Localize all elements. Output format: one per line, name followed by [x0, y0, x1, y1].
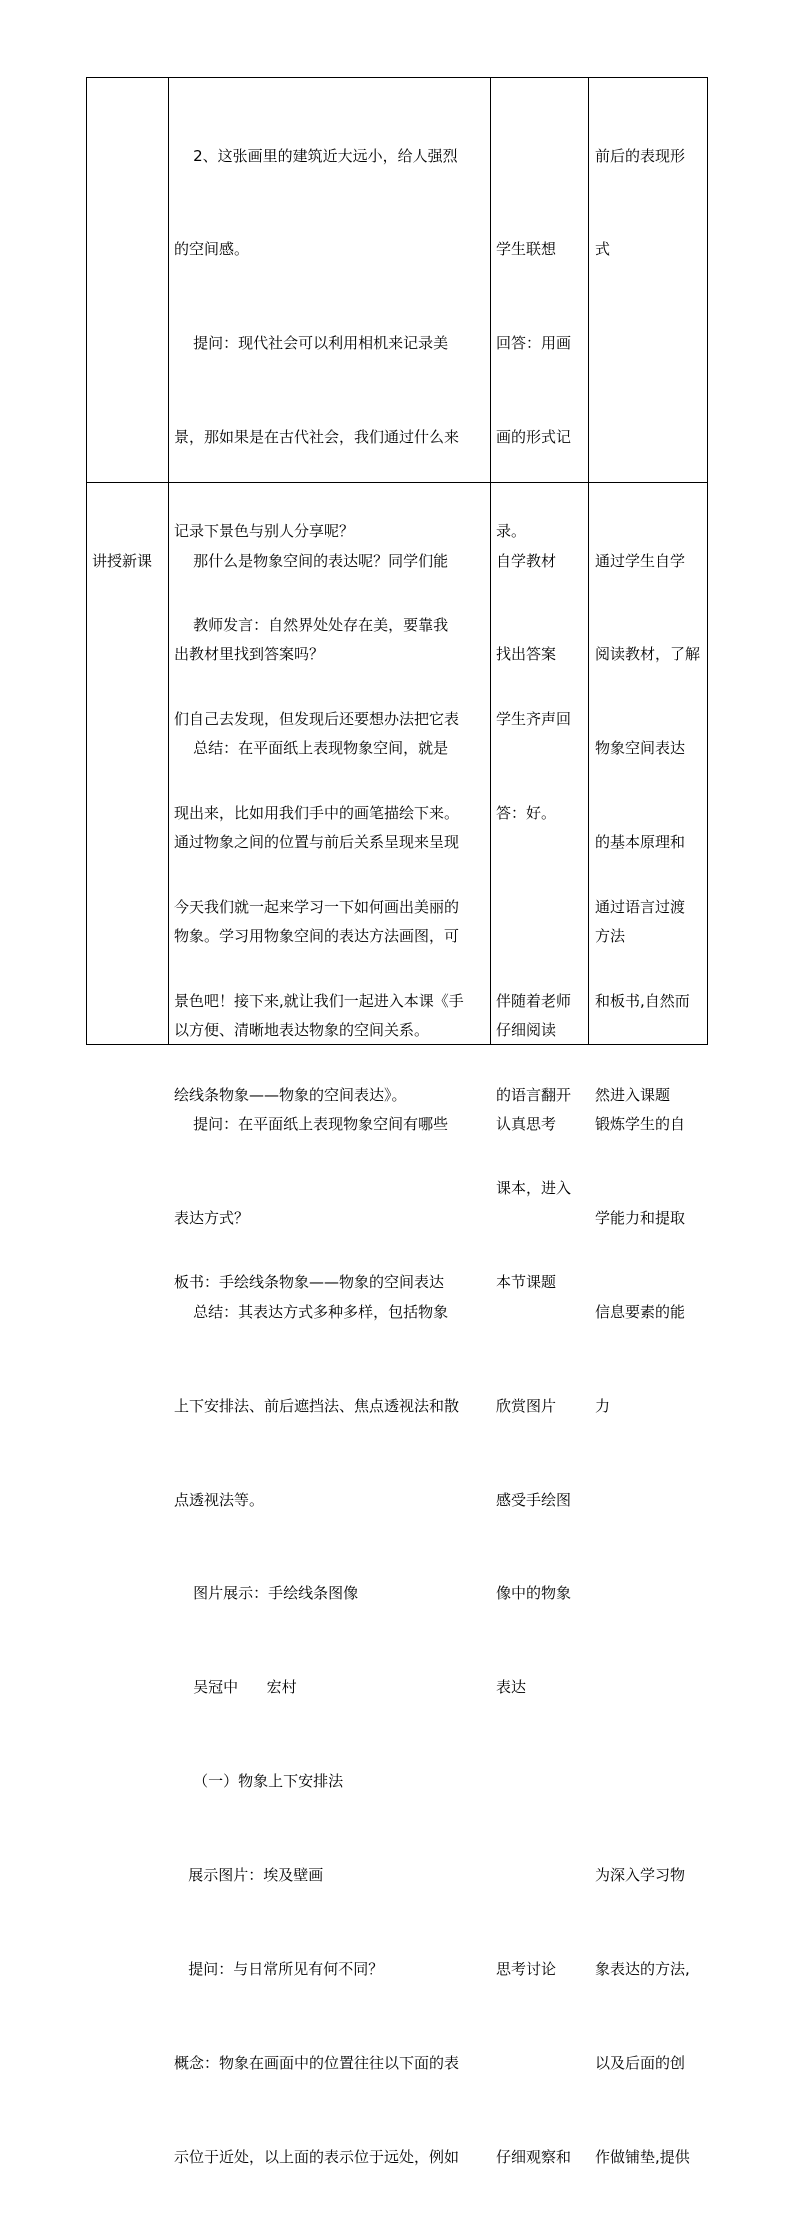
text-line: 以及后面的创 [595, 2053, 686, 2072]
text-line [496, 1860, 586, 1891]
text-line: 2、这张画里的建筑近大远小，给人强烈 [174, 146, 458, 165]
text-line: 课本，进入 [496, 1179, 572, 1198]
text-line: 总结：在平面纸上表现物象空间，就是 [174, 739, 449, 758]
text-line: 物象空间表达 [595, 739, 686, 758]
text-line [496, 2048, 586, 2079]
text-line: 出教材里找到答案吗？ [174, 645, 325, 664]
text-line [496, 1766, 586, 1797]
text-line: 现出来，比如用我们手中的画笔描绘下来。 [174, 803, 460, 822]
text-line [595, 1766, 705, 1797]
text-line: 吴冠中 宏村 [174, 1678, 297, 1697]
text-line: 景色吧！接下来,就让我们一起进入本课《手 [174, 991, 464, 1010]
column-divider-1 [168, 77, 169, 1045]
text-line: 示位于近处，以上面的表示位于远处，例如 [174, 2147, 460, 2166]
section-label: 讲授新课 [92, 551, 153, 570]
text-line: 上下安排法、前后遮挡法、焦点透视法和散 [174, 1396, 460, 1415]
text-line: 力 [595, 1396, 611, 1415]
text-line: 然进入课题 [595, 1085, 671, 1104]
text-line: 景，那如果是在古代社会，我们通过什么来 [174, 428, 460, 447]
text-line: 表达方式？ [174, 1208, 250, 1227]
text-line [496, 921, 586, 952]
text-line: 为深入学习物 [595, 1866, 686, 1885]
column-divider-3 [588, 77, 589, 1045]
column-divider-2 [490, 77, 491, 1045]
text-line [496, 827, 586, 858]
text-line: 总结：其表达方式多种多样，包括物象 [174, 1302, 449, 1321]
text-line: 和板书,自然而 [595, 991, 690, 1010]
text-line: 画的形式记 [496, 428, 572, 447]
table-left-border [86, 77, 87, 1045]
text-line [496, 141, 586, 172]
text-line: 认真思考 [496, 1114, 557, 1133]
text-line: 以方便、清晰地表达物象的空间关系。 [174, 1021, 430, 1040]
text-line: 展示图片：埃及壁画 [174, 1866, 324, 1885]
row2-col1-cell [92, 483, 166, 639]
text-line: 象表达的方法, [595, 1959, 690, 1978]
text-line: 找出答案 [496, 645, 557, 664]
text-line: 自学教材 [496, 551, 557, 570]
text-line: 的基本原理和 [595, 833, 686, 852]
text-line [595, 422, 705, 453]
text-line: 感受手绘图 [496, 1490, 572, 1509]
text-line: 通过语言过渡 [595, 897, 686, 916]
row2-col4-cell [595, 483, 705, 2236]
text-line: 式 [595, 240, 611, 259]
text-line: 的空间感。 [174, 240, 250, 259]
text-line: 学能力和提取 [595, 1208, 686, 1227]
text-line: （一）物象上下安排法 [174, 1772, 344, 1791]
text-line: 前后的表现形 [595, 146, 686, 165]
text-line [595, 1015, 705, 1046]
text-line: 像中的物象 [496, 1584, 572, 1603]
text-line: 提问：现代社会可以利用相机来记录美 [174, 334, 449, 353]
text-line: 点透视法等。 [174, 1490, 265, 1509]
text-line: 欣赏图片 [496, 1396, 557, 1415]
row2-col2-cell [174, 483, 486, 2236]
text-line: 方法 [595, 927, 626, 946]
text-line: 锻炼学生的自 [595, 1114, 686, 1133]
text-line [595, 328, 705, 359]
text-line: 通过物象之间的位置与前后关系呈现来呈现 [174, 833, 460, 852]
text-line: 仔细阅读 [496, 1021, 557, 1040]
row2-col3-cell [496, 483, 586, 2236]
text-line: 学生齐声回 [496, 709, 572, 728]
text-line: 信息要素的能 [595, 1302, 686, 1321]
text-line: 思考讨论 [496, 1959, 557, 1978]
text-line: 概念：物象在画面中的位置往往以下面的表 [174, 2053, 460, 2072]
text-line: 作做铺垫,提供 [595, 2147, 690, 2166]
text-line: 的语言翻开 [496, 1085, 572, 1104]
text-line: 提问：在平面纸上表现物象空间有哪些 [174, 1114, 449, 1133]
text-line [595, 1578, 705, 1609]
text-line: 图片展示：手绘线条图像 [174, 1584, 359, 1603]
text-line: 通过学生自学 [595, 551, 686, 570]
text-line: 板书：手绘线条物象——物象的空间表达 [174, 1273, 445, 1292]
text-line: 物象。学习用物象空间的表达方法画图，可 [174, 927, 460, 946]
text-line [595, 1485, 705, 1516]
text-line: 绘线条物象——物象的空间表达》。 [174, 1085, 407, 1104]
text-line: 们自己去发现，但发现后还要想办法把它表 [174, 709, 460, 728]
text-line [496, 733, 586, 764]
text-line: 本节课题 [496, 1273, 557, 1292]
text-line: 教师发言：自然界处处存在美，要靠我 [174, 616, 449, 635]
text-line: 答：好。 [496, 803, 557, 822]
text-line: 表达 [496, 1678, 527, 1697]
text-line [595, 1672, 705, 1703]
text-line: 仔细观察和 [496, 2147, 572, 2166]
text-line [496, 1203, 586, 1234]
text-line: 伴随着老师 [496, 991, 572, 1010]
text-line: 提问：与日常所见有何不同？ [174, 1959, 384, 1978]
text-line: 学生联想 [496, 240, 557, 259]
table-right-border [707, 77, 708, 1045]
text-line: 阅读教材，了解 [595, 645, 701, 664]
text-line: 回答：用画 [496, 334, 572, 353]
text-line: 记录下景色与别人分享呢？ [174, 522, 355, 541]
text-line: 录。 [496, 522, 527, 541]
text-line: 今天我们就一起来学习一下如何画出美丽的 [174, 897, 460, 916]
text-line [496, 1297, 586, 1328]
text-line: 那什么是物象空间的表达呢？同学们能 [174, 551, 449, 570]
